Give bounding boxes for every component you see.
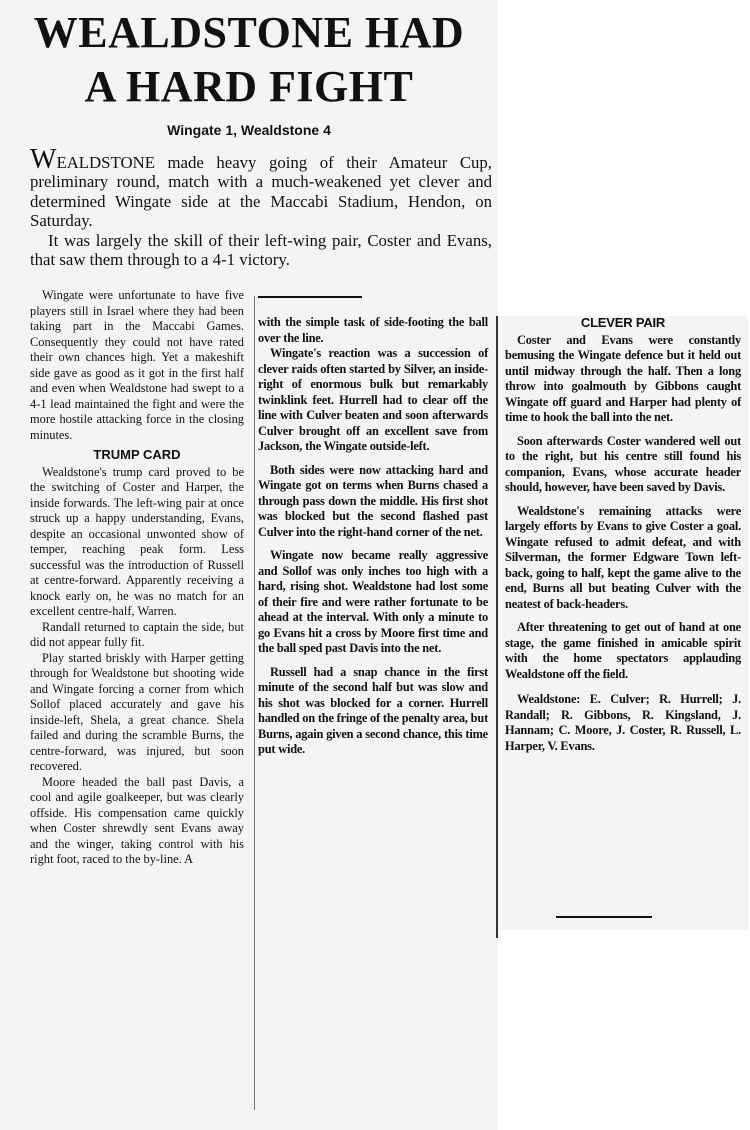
article-headline [0, 6, 498, 114]
article-column-2 [258, 315, 488, 758]
subheading-clever-pair: CLEVER PAIR [580, 315, 666, 330]
column-2-paragraph-1: with the simple task of side-footing the ball over the line. [258, 315, 488, 345]
column-divider-1 [254, 296, 255, 1110]
column-1-paragraph-4: Play started briskly with Harper getting through for Wealdstone but shooting wide and Wingate forcing a corner from which Sollof placed accurately and gave his inside-left, Shela, a great chance. Shela failed and during the scramble Burns, the centre-forward, was injured, but soon recovered. [30, 650, 244, 773]
column-2-paragraph-3: Both sides were now attacking hard and Wingate got on terms when Burns chased a through pass down the middle. His first shot was blocked but the second flashed past Culver into the right-hand corner of the net. [258, 462, 488, 539]
column-2-paragraph-5: Russell had a snap chance in the first minute of the second half but was slow and his shot was blocked for a corner. Hurrell handled on the fringe of the penalty area, but Burns, again given a second chance, this time put wide. [258, 664, 488, 756]
drop-cap: W [30, 144, 57, 175]
article-lead [30, 144, 492, 270]
team-lineup: Wealdstone: E. Culver; R. Hurrell; J. Randall; R. Gibbons, R. Kingsland, J. Hannam; C. Moore, J. Coster, R. Russell, L. Harper, V. Evans. [505, 692, 741, 753]
article-end-rule [556, 916, 652, 918]
column-top-rule [258, 296, 362, 298]
article-column-3 [505, 311, 741, 754]
column-1-paragraph-1: Wingate were unfortunate to have five players still in Israel where they had been taking part in the Maccabi Games. Consequently they could not have rated their own chances high. Yet a makeshift side gave as good as it got in the first half and even when Wealdstone had swept to a 4-1 lead maintained the fight and were the more hostile attacking force in the closing minutes. [30, 288, 244, 442]
column-3-paragraph-3: Wealdstone's remaining attacks were largely efforts by Evans to give Coster a goal. Wingate refused to admit defeat, and with Silverman, the former Edgware Town left-back, going to half, kept the game alive to the end, Burns all but beating Culver with the neatest of back-headers. [505, 503, 741, 611]
column-2-paragraph-2: Wingate's reaction was a succession of clever raids often started by Silver, an inside-right of enormous bulk but remarkably twinklink feet. Hurrell had to clear off the line with Culver beaten and soon afterwards Culver brought off an excellent save from Jackson, the Wingate outside-left. [258, 346, 488, 453]
column-1-paragraph-2: Wealdstone's trump card proved to be the switching of Coster and Harper, the inside forwards. The left-wing pair at once struck up a happy understanding, Evans, despite an occasional unwonted show of temper, reaching peak form. Less successful was the introduction of Russell at centre-forward. Apparently receiving a knock early on, he was no match for an excellent centre-half, Warren. [30, 464, 244, 618]
article-column-1 [30, 288, 244, 1110]
lead-paragraph-2: It was largely the skill of their left-wing pair, Coster and Evans, that saw them through to a 4-1 victory. [30, 230, 492, 270]
subheading-trump-card: TRUMP CARD [93, 447, 181, 462]
column-1-paragraph-5: Moore headed the ball past Davis, a cool and agile goalkeeper, but was clearly offside. His compensation came quickly when Coster shrewdly sent Evans away and the winger, taking control with his right foot, raced to the by-line. A [30, 774, 244, 866]
column-3-paragraph-1: Coster and Evans were constantly bemusing the Wingate defence but it held out until midway through the half. Then a long throw into goalmouth by Gibbons caught Wingate off guard and Harper had plenty of time to hook the ball into the net. [505, 332, 741, 424]
lead-paragraph-1-text: EALDSTONE made heavy going of their Amateur Cup, preliminary round, match with a much-weakened yet clever and determined Wingate side at the Maccabi Stadium, Hendon, on Saturday. [30, 153, 492, 231]
lead-paragraph-1 [30, 144, 492, 231]
headline-line-2: A HARD FIGHT [84, 62, 414, 111]
column-3-paragraph-2: Soon afterwards Coster wandered well out to the right, but his centre still found his companion, Evans, whose accurate header should, however, have been saved by Davis. [505, 433, 741, 494]
match-result: Wingate 1, Wealdstone 4 [167, 122, 331, 138]
column-2-paragraph-4: Wingate now became really aggressive and Sollof was only inches too high with a hard, rising shot. Wealdstone had lost some of their fire and were rather fortunate to be ahead at the interval. With only a minute to go Evans hit a cross by Moore first time and the ball sped past Davis into the net. [258, 548, 488, 655]
headline-line-1: WEALDSTONE HAD [33, 8, 465, 57]
column-3-paragraph-4: After threatening to get out of hand at one stage, the game finished in amicable spirit with the home spectators applauding Wealdstone off the field. [505, 620, 741, 681]
column-divider-2 [496, 316, 498, 938]
column-1-paragraph-3: Randall returned to captain the side, but did not appear fully fit. [30, 619, 244, 649]
